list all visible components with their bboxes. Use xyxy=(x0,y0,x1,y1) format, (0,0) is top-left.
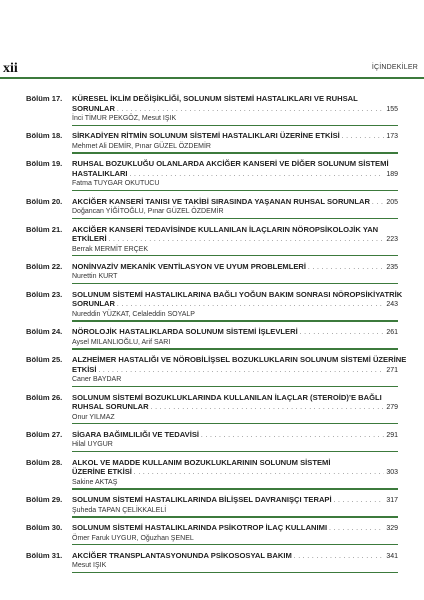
chapter-number: Bölüm 18. xyxy=(26,131,63,141)
chapter-title xyxy=(72,289,403,311)
chapter-authors: Şuheda TAPAN ÇELİKKALELİ xyxy=(72,506,167,514)
chapter-title-last-line xyxy=(72,234,398,246)
chapter-title xyxy=(72,458,398,479)
toc-entry[interactable] xyxy=(26,225,398,257)
chapter-number: Bölüm 22. xyxy=(26,261,63,271)
entry-divider xyxy=(72,488,398,489)
chapter-title-last-line xyxy=(72,551,398,563)
chapter-authors: Nureddin YÜZKAT, Celaleddin SOYALP xyxy=(72,310,195,318)
chapter-title-line: HASTALIKLARI xyxy=(72,168,128,178)
chapter-title xyxy=(72,327,398,339)
entry-divider xyxy=(72,320,398,321)
chapter-title xyxy=(72,225,398,246)
chapter-title-last-line xyxy=(72,467,398,479)
chapter-authors: Doğancan YİĞİTOĞLU, Pınar GÜZEL ÖZDEMİR xyxy=(72,208,224,216)
page-ref: 329 xyxy=(386,525,398,533)
chapter-title-line: SİRKADİYEN RİTMİN SOLUNUM SİSTEMİ HASTALIKLARI ÜZERİNE ETKİSİ xyxy=(72,131,340,141)
chapter-title-line: ALKOL VE MADDE KULLANIM BOZUKLUKLARININ SOLUNUM SİSTEMİ xyxy=(72,457,331,467)
chapter-number: Bölüm 21. xyxy=(26,224,63,234)
chapter-title-last-line xyxy=(72,131,398,143)
chapter-title-line: SORUNLAR xyxy=(72,299,116,309)
page-ref: 173 xyxy=(386,133,398,141)
chapter-title-line: SORUNLAR xyxy=(72,103,116,113)
toc-entry[interactable] xyxy=(26,262,398,284)
chapter-authors: Nurettin KURT xyxy=(72,273,118,281)
chapter-title-last-line xyxy=(72,169,398,181)
chapter-title-last-line xyxy=(72,327,398,339)
chapter-title-line: SOLUNUM SİSTEMİ HASTALIKLARINDA PSİKOTROP İLAÇ KULLANIMI xyxy=(72,523,328,533)
chapter-authors: İnci TİMUR PEKGÖZ, Mesut IŞIK xyxy=(72,115,177,122)
toc-entry[interactable] xyxy=(26,495,398,517)
chapter-number: Bölüm 26. xyxy=(26,392,63,402)
chapter-number: Bölüm 30. xyxy=(26,523,63,533)
entry-divider xyxy=(72,544,398,545)
chapter-title xyxy=(72,393,398,414)
leader-dots xyxy=(300,329,385,339)
toc-entry[interactable] xyxy=(26,289,403,322)
entry-divider xyxy=(72,283,398,284)
entry-divider xyxy=(72,516,398,517)
chapter-title xyxy=(72,262,398,274)
chapter-authors: Fatma TUYGAR OKUTUCU xyxy=(72,180,160,188)
toc-entry[interactable] xyxy=(26,197,398,219)
chapter-title-line: NÖROLOJİK HASTALIKLARDA SOLUNUM SİSTEMİ İŞLEVLERİ xyxy=(72,327,298,337)
page-ref: 189 xyxy=(386,170,398,178)
leader-dots xyxy=(117,301,384,311)
chapter-authors: Mesut IŞIK xyxy=(72,562,107,570)
page-ref: 303 xyxy=(386,469,398,477)
chapter-authors: Berrak MERMİT ERÇEK xyxy=(72,245,149,253)
chapter-title-line: KÜRESEL İKLİM DEĞİŞİKLİĞİ, SOLUNUM SİSTEMİ HASTALIKLARI VE RUHSAL xyxy=(72,94,358,103)
toc-entry[interactable] xyxy=(26,94,398,126)
chapter-authors: Mehmet Ali DEMİR, Pınar GÜZEL ÖZDEMİR xyxy=(72,142,211,150)
entry-divider xyxy=(72,152,398,153)
entry-divider xyxy=(72,423,398,424)
leader-dots xyxy=(117,106,384,116)
toc-entry[interactable] xyxy=(26,327,398,349)
toc-entry[interactable] xyxy=(26,131,398,153)
chapter-title-line: SOLUNUM SİSTEMİ BOZUKLUKLARINDA KULLANILAN İLAÇLAR (STEROİD)’E BAĞLI xyxy=(72,392,382,402)
page-ref: 243 xyxy=(386,301,398,309)
leader-dots xyxy=(98,367,384,377)
entry-divider xyxy=(72,572,398,573)
chapter-title-last-line xyxy=(72,523,398,535)
chapter-number: Bölüm 19. xyxy=(26,159,63,169)
chapter-title-last-line xyxy=(72,299,398,311)
entry-divider xyxy=(72,348,398,349)
chapter-title-line: SOLUNUM SİSTEMİ HASTALIKLARINA BAĞLI YOĞUN BAKIM SONRASI NÖROPSİKİYATRİK xyxy=(72,289,403,299)
page-ref: 261 xyxy=(386,329,398,337)
chapter-number: Bölüm 28. xyxy=(26,457,63,467)
section-title: İÇİNDEKİLER xyxy=(371,64,418,71)
chapter-title-line: SİGARA BAĞIMLILIĞI VE TEDAVİSİ xyxy=(72,429,199,439)
leader-dots xyxy=(134,469,384,479)
leader-dots xyxy=(342,133,385,143)
chapter-title xyxy=(72,430,398,442)
toc-entry[interactable] xyxy=(26,393,398,425)
header-rule xyxy=(0,77,424,79)
chapter-title-line: AKCİĞER KANSERİ TANISI VE TAKİBİ SIRASINDA YAŞANAN RUHSAL SORUNLAR xyxy=(72,196,371,206)
chapter-number: Bölüm 31. xyxy=(26,550,63,560)
toc-entry[interactable] xyxy=(26,523,398,545)
entry-divider xyxy=(72,218,398,219)
page-ref: 235 xyxy=(386,263,398,271)
toc-list xyxy=(26,94,407,579)
chapter-number: Bölüm 17. xyxy=(26,94,63,103)
chapter-number: Bölüm 23. xyxy=(26,289,63,299)
chapter-title xyxy=(72,159,398,180)
leader-dots xyxy=(372,199,384,209)
chapter-title-last-line xyxy=(72,365,398,377)
chapter-title-line: ETKİLERİ xyxy=(72,234,107,244)
chapter-title-line: AKCİĞER KANSERİ TEDAVİSİNDE KULLANILAN İLAÇLARIN NÖROPSİKOLOJİK YAN xyxy=(72,224,379,234)
chapter-title xyxy=(72,495,398,507)
page-ref: 271 xyxy=(386,366,398,374)
leader-dots xyxy=(294,553,384,563)
leader-dots xyxy=(308,264,384,274)
chapter-title xyxy=(72,94,398,115)
chapter-title-line: RUHSAL BOZUKLUĞU OLANLARDA AKCİĞER KANSERİ VE DİĞER SOLUNUM SİSTEMİ xyxy=(72,159,389,169)
chapter-title xyxy=(72,551,398,563)
toc-entry[interactable] xyxy=(26,430,398,452)
leader-dots xyxy=(334,497,385,507)
page-header xyxy=(0,58,424,80)
chapter-title-line: ÜZERİNE ETKİSİ xyxy=(72,467,132,477)
page-ref: 291 xyxy=(386,431,398,439)
entry-divider xyxy=(72,255,398,256)
entry-divider xyxy=(72,190,398,191)
page-number: xii xyxy=(3,61,18,76)
chapter-title xyxy=(72,131,398,143)
chapter-title-line: ETKİSİ xyxy=(72,364,97,374)
chapter-title-last-line xyxy=(72,430,398,442)
entry-divider xyxy=(72,125,398,126)
chapter-authors: Sakine AKTAŞ xyxy=(72,478,118,486)
toc-entry[interactable] xyxy=(26,551,398,573)
leader-dots xyxy=(201,432,384,442)
page-ref: 223 xyxy=(386,236,398,244)
toc-entry[interactable] xyxy=(26,355,407,387)
chapter-title xyxy=(72,355,407,376)
chapter-authors: Ömer Faruk UYGUR, Oğuzhan ŞENEL xyxy=(72,534,194,542)
toc-entry[interactable] xyxy=(26,458,398,490)
chapter-title-line: RUHSAL SORUNLAR xyxy=(72,402,149,412)
chapter-title-last-line xyxy=(72,495,398,507)
chapter-authors: Caner BAYDAR xyxy=(72,376,122,384)
leader-dots xyxy=(151,404,385,414)
chapter-title-line: NONİNVAZİV MEKANİK VENTİLASYON VE UYUM PROBLEMLERİ xyxy=(72,261,307,271)
entry-divider xyxy=(72,386,398,387)
leader-dots xyxy=(130,171,385,181)
page-ref: 317 xyxy=(386,497,398,505)
chapter-title-line: ALZHEİMER HASTALIĞI VE NÖROBİLİŞSEL BOZUKLUKLARIN SOLUNUM SİSTEMİ ÜZERİNE xyxy=(72,355,407,365)
chapter-title-last-line xyxy=(72,104,398,116)
chapter-title-line: SOLUNUM SİSTEMİ HASTALIKLARINDA BİLİŞSEL DAVRANIŞÇI TERAPİ xyxy=(72,495,332,505)
page-ref: 279 xyxy=(386,404,398,412)
chapter-title-last-line xyxy=(72,402,398,414)
chapter-number: Bölüm 25. xyxy=(26,355,63,365)
entry-divider xyxy=(72,451,398,452)
chapter-title xyxy=(72,523,398,535)
chapter-title-last-line xyxy=(72,262,398,274)
chapter-title-last-line xyxy=(72,197,398,209)
chapter-number: Bölüm 27. xyxy=(26,429,63,439)
chapter-number: Bölüm 20. xyxy=(26,196,63,206)
page-ref: 205 xyxy=(386,198,398,206)
chapter-number: Bölüm 29. xyxy=(26,495,63,505)
page-ref: 341 xyxy=(386,552,398,560)
chapter-authors: Aysel MILANLIOĞLU, Arif SARI xyxy=(72,338,171,346)
leader-dots xyxy=(329,525,384,535)
chapter-authors: Onur YILMAZ xyxy=(72,413,115,421)
chapter-title-line: AKCİĞER TRANSPLANTASYONUNDA PSİKOSOSYAL BAKIM xyxy=(72,550,292,560)
leader-dots xyxy=(109,236,385,246)
chapter-authors: Hilal UYGUR xyxy=(72,441,113,449)
page-ref: 155 xyxy=(386,105,398,113)
toc-entry[interactable] xyxy=(26,159,398,191)
chapter-title xyxy=(72,197,398,209)
chapter-number: Bölüm 24. xyxy=(26,327,63,337)
